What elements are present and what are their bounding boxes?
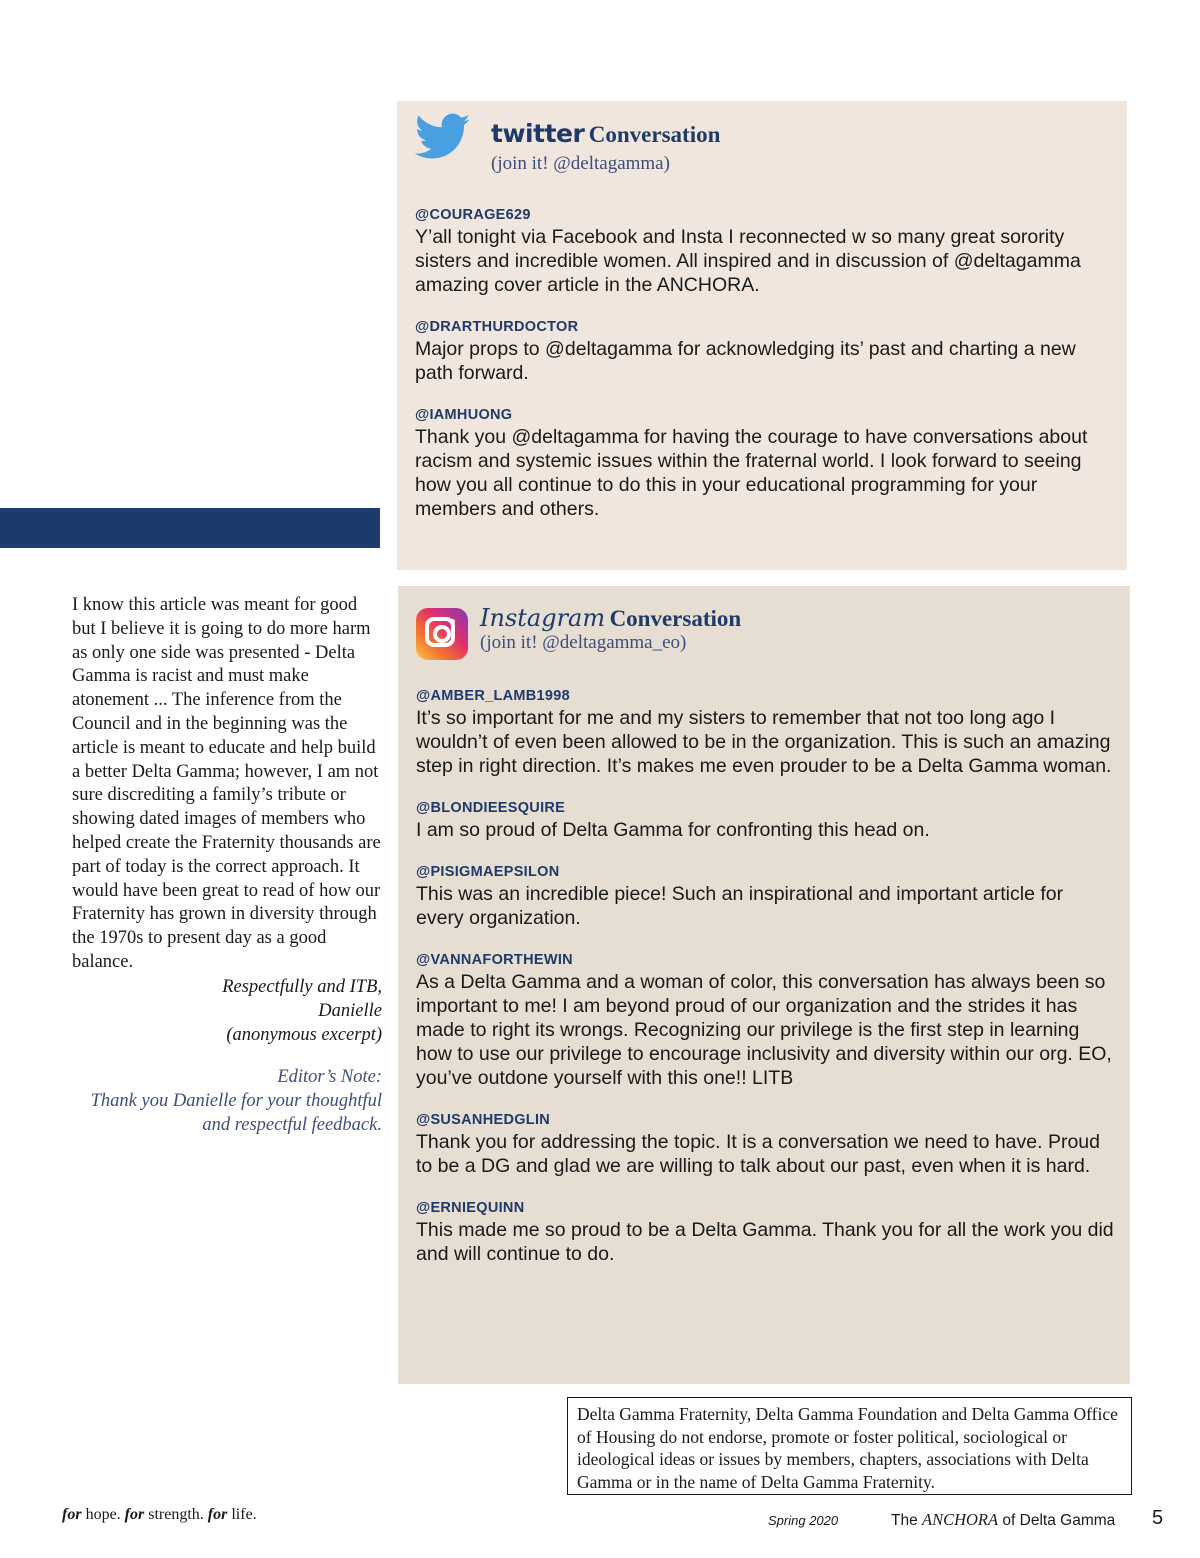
twitter-title-suffix: Conversation [588,122,721,147]
comment-text: This made me so proud to be a Delta Gamma. Thank you for all the work you did and will continue to do. [416,1219,1114,1265]
tagline-strength: strength. [144,1506,208,1523]
publication-anchora: ANCHORA [922,1510,999,1529]
disclaimer-box: Delta Gamma Fraternity, Delta Gamma Foundation and Delta Gamma Office of Housing do not endorse, promote or foster political, sociological or ideological ideas or issues by members, chapters, associations with Delta Gamma or in the name of Delta Gamma Fraternity. [567,1397,1132,1495]
tagline-for: for [62,1506,82,1523]
instagram-title-suffix: Conversation [609,606,742,631]
instagram-join-handle: (join it! @deltagamma_eo) [480,632,687,653]
instagram-comment [416,864,1114,930]
reader-letter-body: I know this article was meant for good but I believe it is going to do more harm as only one side was presented - Delta Gamma is racist and must make atonement ... The inference from the Council and in the beginning was the article is meant to educate and help build a better Delta Gamma; however, I am not sure discrediting a family’s tribute or showing dated images of members who helped create the Fraternity thousands are part of today is the correct approach. It would have been great to read of how our Fraternity has grown in diversity through the 1970s to present day as a good balance. [72,595,381,972]
instagram-comment [416,1200,1114,1266]
instagram-comment [416,800,1114,842]
instagram-comment [416,1112,1114,1178]
comment-text: It’s so important for me and my sisters to remember that not too long ago I wouldn’t of even been allowed to be in the organization. This is such an amazing step in right direction. It’s makes me even prouder to be a Delta Gamma woman. [416,707,1112,777]
comment-handle: @ERNIEQUINN [416,1200,525,1216]
letter-author: Danielle [318,1000,382,1021]
twitter-title [491,119,720,148]
twitter-bird-icon [415,113,471,161]
tweet-text: Y’all tonight via Facebook and Insta I reconnected w so many great sorority sisters and incredible women. All inspired and in discussion of @deltagamma amazing cover article in the ANCHORA. [415,226,1081,296]
instagram-comment [416,952,1114,1090]
twitter-wordmark: twitter [491,119,585,148]
footer-tagline [62,1506,257,1524]
tweet [415,207,1111,297]
twitter-posts [415,207,1111,543]
tweet [415,319,1111,385]
comment-handle: @VANNAFORTHEWIN [416,952,573,968]
publication-name [891,1510,1115,1530]
comment-text: Thank you for addressing the topic. It is a conversation we need to have. Proud to be a DG and glad we are willing to talk about our past, even when it is hard. [416,1131,1100,1177]
tagline-for: for [124,1506,145,1523]
tweet-text: Major props to @deltagamma for acknowledging its’ past and charting a new path forward. [415,338,1076,384]
page-number: 5 [1152,1507,1164,1529]
twitter-conversation-panel [397,101,1127,570]
instagram-conversation-panel [398,586,1130,1384]
tweet-handle: @IAMHUONG [415,407,513,423]
publication-suffix: of Delta Gamma [998,1512,1116,1529]
navy-accent-bar [0,508,380,548]
issue-season: Spring 2020 [768,1513,839,1528]
comment-handle: @SUSANHEDGLIN [416,1112,551,1128]
comment-text: This was an incredible piece! Such an inspirational and important article for every organization. [416,883,1064,929]
publication-prefix: The [891,1512,923,1529]
instagram-title [480,604,741,632]
tweet [415,407,1111,521]
tagline-life: life. [227,1506,257,1523]
tagline-for: for [207,1506,228,1523]
tweet-handle: @COURAGE629 [415,207,531,223]
letter-signature [72,976,382,1047]
editor-note [72,1066,382,1137]
instagram-posts [416,688,1114,1288]
twitter-join-handle: (join it! @deltagamma) [491,153,670,174]
comment-text: As a Delta Gamma and a woman of color, this conversation has always been so important to me! I am beyond proud of our organization and the strides it has made to right its wrongs. Recognizing our privilege is the first step in learning how to use our privilege to encourage inclusivity and diversity within our org. EO, you’ve outdone yourself with this one!! LITB [416,971,1112,1089]
letter-signoff: Respectfully and ITB, [222,977,382,997]
comment-handle: @PISIGMAEPSILON [416,864,560,880]
editor-note-line: Thank you Danielle for your thoughtful [90,1090,382,1111]
editor-note-label: Editor’s Note: [277,1067,382,1087]
instagram-wordmark: Instagram [480,604,606,632]
instagram-comment [416,688,1114,778]
instagram-camera-icon [416,608,468,660]
tweet-text: Thank you @deltagamma for having the courage to have conversations about racism and systemic issues within the fraternal world. I look forward to seeing how you all continue to do this in your educational programming for your members and others. [415,426,1088,520]
tagline-hope: hope. [81,1506,125,1523]
editor-note-line: and respectful feedback. [202,1114,382,1135]
comment-handle: @BLONDIEESQUIRE [416,800,566,816]
comment-handle: @AMBER_LAMB1998 [416,688,571,704]
tweet-handle: @DRARTHURDOCTOR [415,319,579,335]
comment-text: I am so proud of Delta Gamma for confronting this head on. [416,819,930,841]
letter-excerpt-note: (anonymous excerpt) [226,1024,382,1045]
